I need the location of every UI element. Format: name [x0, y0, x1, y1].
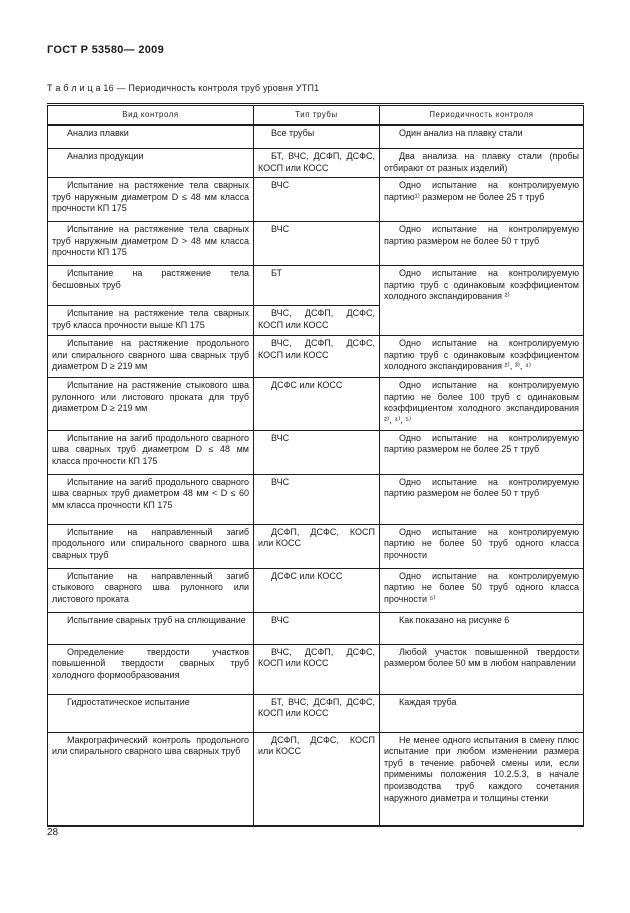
cell-control-kind: Испытание на направленный загиб стыкового сварного шва рулонного или листового проката: [48, 568, 254, 612]
table-row: [48, 732, 584, 826]
table-caption: Т а б л и ц а 16 — Периодичность контроля труб уровня УТП1: [47, 83, 320, 93]
table-row: [48, 222, 584, 266]
table-row: [48, 266, 584, 306]
table-header-row: [48, 105, 584, 125]
cell-period: Не менее одного испытания в смену плюс испытание при любом изменении размера труб в течение рабочей смены или, если применимы положения 10.2.5.3, в начале производства труб каждого сочетания наружного диаметра и толщины стенки: [380, 732, 584, 826]
cell-control-kind: Гидростатическое испытание: [48, 694, 254, 732]
cell-period-merged: Одно испытание на контролируемую партию труб с одинаковым коэффициентом холодного экспандирования ²⁾: [380, 266, 584, 336]
cell-control-kind: Испытание на растяжение тела сварных труб класса прочности выше КП 175: [48, 306, 254, 336]
cell-pipe-type: ВЧС, ДСФП, ДСФС, КОСП или КОСС: [254, 306, 380, 336]
cell-period: Одно испытание на контролируемую партию¹⁾ размером не более 25 т труб: [380, 178, 584, 222]
column-header-type: Тип трубы: [254, 105, 380, 125]
cell-period: Одно испытание на контролируемую партию не более 100 труб с одинаковым коэффициентом холодного экспандирования ²⁾, ⁴⁾, ⁵⁾: [380, 378, 584, 430]
cell-control-kind: Анализ продукции: [48, 149, 254, 178]
cell-period: Каждая труба: [380, 694, 584, 732]
cell-period: Одно испытание на контролируемую партию не более 50 труб одного класса прочности ⁵⁾: [380, 568, 584, 612]
cell-control-kind: Макрографический контроль продольного или спирального сварного шва сварных труб: [48, 732, 254, 826]
cell-period: Одно испытание на контролируемую партию размером не более 50 т труб: [380, 474, 584, 524]
cell-pipe-type: БТ, ВЧС, ДСФП, ДСФС, КОСП или КОСС: [254, 149, 380, 178]
cell-control-kind: Анализ плавки: [48, 125, 254, 149]
periodicity-table-wrapper: [47, 103, 584, 827]
cell-control-kind: Испытание на растяжение стыкового шва рулонного или листового проката для труб диаметром D ≥ 219 мм: [48, 378, 254, 430]
cell-period: Одно испытание на контролируемую партию труб с одинаковым коэффициентом холодного экспандирования ²⁾, ³⁾, ⁴⁾: [380, 336, 584, 378]
cell-period: Как показано на рисунке 6: [380, 612, 584, 644]
cell-control-kind: Испытание на растяжение тела сварных труб наружным диаметром D > 48 мм класса прочности КП 175: [48, 222, 254, 266]
table-row: [48, 612, 584, 644]
page-number: 28: [47, 827, 59, 838]
cell-pipe-type: ВЧС: [254, 430, 380, 474]
table-row: [48, 524, 584, 568]
cell-pipe-type: ВЧС: [254, 612, 380, 644]
cell-control-kind: Испытание на растяжение тела бесшовных труб: [48, 266, 254, 306]
cell-pipe-type: Все трубы: [254, 125, 380, 149]
table-row: [48, 378, 584, 430]
cell-control-kind: Испытание на загиб продольного сварного шва сварных труб диаметром D ≤ 48 мм класса прочности КП 175: [48, 430, 254, 474]
cell-period: Одно испытание на контролируемую партию размером не более 50 т труб: [380, 222, 584, 266]
table-row: [48, 149, 584, 178]
periodicity-table: [47, 103, 584, 827]
table-row: [48, 568, 584, 612]
cell-period: Одно испытание на контролируемую партию размером не более 25 т труб: [380, 430, 584, 474]
standard-code: ГОСТ Р 53580— 2009: [47, 44, 165, 56]
cell-pipe-type: ВЧС: [254, 222, 380, 266]
cell-control-kind: Испытание на загиб продольного сварного шва сварных труб диаметром 48 мм < D ≤ 60 мм класса прочности КП 175: [48, 474, 254, 524]
cell-pipe-type: ВЧС: [254, 474, 380, 524]
cell-period: Любой участок повышенной твердости размером более 50 мм в любом направлении: [380, 644, 584, 694]
cell-control-kind: Испытание сварных труб на сплющивание: [48, 612, 254, 644]
table-row: [48, 644, 584, 694]
cell-control-kind: Испытание на растяжение тела сварных труб наружным диаметром D ≤ 48 мм класса прочности КП 175: [48, 178, 254, 222]
table-row: [48, 694, 584, 732]
cell-pipe-type: БТ: [254, 266, 380, 306]
cell-control-kind: Испытание на растяжение продольного или спирального сварного шва сварных труб диаметром D ≥ 219 мм: [48, 336, 254, 378]
cell-control-kind: Испытание на направленный загиб продольного или спирального сварного шва сварных труб: [48, 524, 254, 568]
cell-pipe-type: БТ, ВЧС, ДСФП, ДСФС, КОСП или КОСС: [254, 694, 380, 732]
cell-pipe-type: ВЧС, ДСФП, ДСФС, КОСП или КОСС: [254, 336, 380, 378]
cell-pipe-type: ДСФП, ДСФС, КОСП или КОСС: [254, 732, 380, 826]
cell-control-kind: Определение твердости участков повышенной твердости сварных труб холодного формообразования: [48, 644, 254, 694]
table-row: [48, 125, 584, 149]
table-row: [48, 474, 584, 524]
table-row: [48, 336, 584, 378]
cell-pipe-type: ДСФС или КОСС: [254, 378, 380, 430]
cell-pipe-type: ВЧС: [254, 178, 380, 222]
table-row: [48, 430, 584, 474]
cell-period: Одно испытание на контролируемую партию не более 50 труб одного класса прочности: [380, 524, 584, 568]
cell-pipe-type: ДСФС или КОСС: [254, 568, 380, 612]
cell-period: Два анализа на плавку стали (пробы отбирают от разных изделий): [380, 149, 584, 178]
column-header-kind: Вид контроля: [48, 105, 254, 125]
cell-pipe-type: ВЧС, ДСФП, ДСФС, КОСП или КОСС: [254, 644, 380, 694]
column-header-period: Периодичность контроля: [380, 105, 584, 125]
table-row: [48, 178, 584, 222]
cell-pipe-type: ДСФП, ДСФС, КОСП или КОСС: [254, 524, 380, 568]
cell-period: Один анализ на плавку стали: [380, 125, 584, 149]
